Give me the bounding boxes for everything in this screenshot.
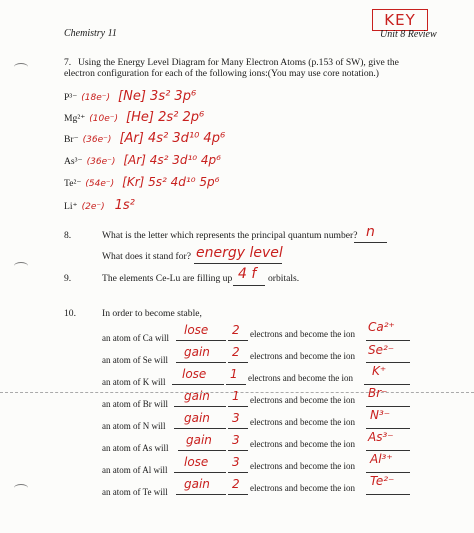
ion-answer: Al³⁺: [370, 452, 393, 466]
middle-text: electrons and become the ion: [250, 329, 355, 339]
q7-text-line2: electron configuration for each of the following ions:(You may use core notation.): [64, 68, 380, 79]
middle-text: electrons and become the ion: [250, 439, 355, 449]
electron-count: (10e⁻): [89, 114, 119, 124]
answer-blank: [228, 450, 248, 451]
hole-punch-mark: [14, 484, 28, 492]
ion-symbol: Br⁻: [64, 134, 79, 145]
q7-number: 7.: [64, 57, 72, 68]
ion-symbol: P³⁻: [64, 92, 78, 103]
unit-title: Unit 8 Review: [380, 29, 437, 40]
ion-symbol: Mg²⁺: [64, 113, 86, 124]
ion-symbol: Li⁺: [64, 201, 78, 212]
answer-blank: [174, 406, 226, 407]
middle-text: electrons and become the ion: [250, 395, 355, 405]
middle-text: electrons and become the ion: [250, 461, 355, 471]
electron-config-answer: [Ar] 4s² 3d¹⁰ 4p⁶: [123, 153, 221, 167]
q9-number: 9.: [64, 273, 72, 284]
ion-symbol: Te²⁻: [64, 178, 82, 189]
q10-row: [102, 364, 387, 390]
course-title: Chemistry 11: [64, 28, 117, 39]
count-answer: 1: [230, 367, 238, 381]
electron-count: (36e⁻): [82, 135, 112, 145]
atom-prompt: an atom of Br will: [102, 399, 168, 409]
electron-count: (2e⁻): [81, 202, 105, 212]
ion-answer: As³⁻: [368, 430, 394, 444]
answer-blank: [228, 472, 248, 473]
q8-answer1: n: [366, 224, 375, 240]
answer-blank: [228, 362, 248, 363]
q10-row: [102, 430, 394, 456]
q10-row: [102, 386, 388, 412]
answer-blank: [366, 406, 410, 407]
q9-text-before: The elements Ce-Lu are filling up: [102, 273, 233, 284]
answer-blank: [366, 472, 410, 473]
answer-blank: [176, 340, 226, 341]
verb-answer: gain: [186, 433, 212, 447]
electron-count: (18e⁻): [81, 93, 111, 103]
q10-number: 10.: [64, 308, 76, 319]
electron-config-answer: [Ne] 3s² 3p⁶: [118, 89, 197, 104]
count-answer: 2: [232, 323, 240, 337]
q7-text-line1: Using the Energy Level Diagram for Many Electron Atoms (p.153 of SW), give the: [78, 57, 399, 68]
answer-key-stamp: KEY: [372, 9, 428, 31]
verb-answer: gain: [184, 389, 210, 403]
q8-question1: What is the letter which represents the principal quantum number?: [102, 230, 358, 241]
ion-answer: Te²⁻: [370, 474, 395, 488]
verb-answer: lose: [184, 323, 209, 337]
count-answer: 2: [232, 345, 240, 359]
middle-text: electrons and become the ion: [248, 373, 353, 383]
ion-symbol: As³⁻: [64, 156, 83, 167]
verb-answer: lose: [184, 455, 209, 469]
ion-answer: K⁺: [372, 364, 387, 378]
electron-config-answer: [Ar] 4s² 3d¹⁰ 4p⁶: [119, 131, 226, 146]
ion-answer: Br⁻: [368, 386, 388, 400]
q9-answer: 4 f: [238, 266, 257, 282]
count-answer: 3: [232, 455, 240, 469]
q9-text-after: orbitals.: [268, 273, 300, 284]
ion-answer: Se²⁻: [368, 343, 395, 357]
answer-blank: [366, 340, 410, 341]
answer-blank: [174, 472, 226, 473]
answer-blank: [176, 494, 226, 495]
middle-text: electrons and become the ion: [250, 483, 355, 493]
electron-config-answer: [He] 2s² 2p⁶: [126, 110, 205, 125]
electron-config-answer: [Kr] 5s² 4d¹⁰ 5p⁶: [122, 175, 220, 189]
count-answer: 1: [232, 389, 240, 403]
ion-row: [64, 129, 225, 147]
answer-blank: [233, 285, 265, 286]
atom-prompt: an atom of N will: [102, 421, 166, 431]
answer-blank: [228, 428, 248, 429]
answer-blank: [366, 450, 410, 451]
q8-question2: What does it stand for?: [102, 251, 191, 262]
verb-answer: gain: [184, 345, 210, 359]
ion-row: [64, 108, 204, 126]
q10-row: [102, 408, 391, 434]
hole-punch-mark: [14, 63, 28, 71]
electron-count: (36e⁻): [86, 157, 116, 167]
middle-text: electrons and become the ion: [250, 417, 355, 427]
ion-row: [64, 196, 135, 214]
atom-prompt: an atom of Se will: [102, 355, 168, 365]
atom-prompt: an atom of Ca will: [102, 333, 169, 343]
answer-blank: [228, 406, 248, 407]
answer-blank: [228, 494, 248, 495]
q8-number: 8.: [64, 230, 72, 241]
ion-answer: N³⁻: [370, 408, 391, 422]
atom-prompt: an atom of Te will: [102, 487, 168, 497]
atom-prompt: an atom of As will: [102, 443, 169, 453]
count-answer: 3: [232, 433, 240, 447]
ion-row: [64, 173, 219, 191]
answer-blank: [354, 242, 387, 243]
answer-blank: [226, 384, 246, 385]
q10-row: [102, 320, 395, 346]
hole-punch-mark: [14, 262, 28, 270]
verb-answer: gain: [184, 411, 210, 425]
ion-answer: Ca²⁺: [368, 320, 395, 334]
answer-blank: [366, 362, 410, 363]
q10-row: [102, 343, 395, 368]
electron-config-answer: 1s²: [114, 198, 135, 213]
answer-blank: [174, 428, 226, 429]
ion-row: [64, 151, 221, 169]
answer-blank: [228, 340, 248, 341]
answer-blank: [172, 384, 224, 385]
answer-blank: [366, 494, 410, 495]
answer-blank: [366, 428, 410, 429]
q10-intro: In order to become stable,: [102, 308, 202, 319]
count-answer: 3: [232, 411, 240, 425]
atom-prompt: an atom of Al will: [102, 465, 168, 475]
ion-row: [64, 87, 196, 105]
answer-blank: [194, 263, 282, 264]
q8-answer2: energy level: [196, 245, 283, 261]
q10-row: [102, 474, 395, 500]
electron-count: (54e⁻): [85, 179, 115, 189]
verb-answer: gain: [184, 477, 210, 491]
middle-text: electrons and become the ion: [250, 351, 355, 361]
answer-blank: [178, 450, 226, 451]
q10-row: [102, 452, 393, 478]
answer-blank: [176, 362, 226, 363]
answer-blank: [364, 384, 410, 385]
count-answer: 2: [232, 477, 240, 491]
verb-answer: lose: [182, 367, 207, 381]
atom-prompt: an atom of K will: [102, 377, 166, 387]
